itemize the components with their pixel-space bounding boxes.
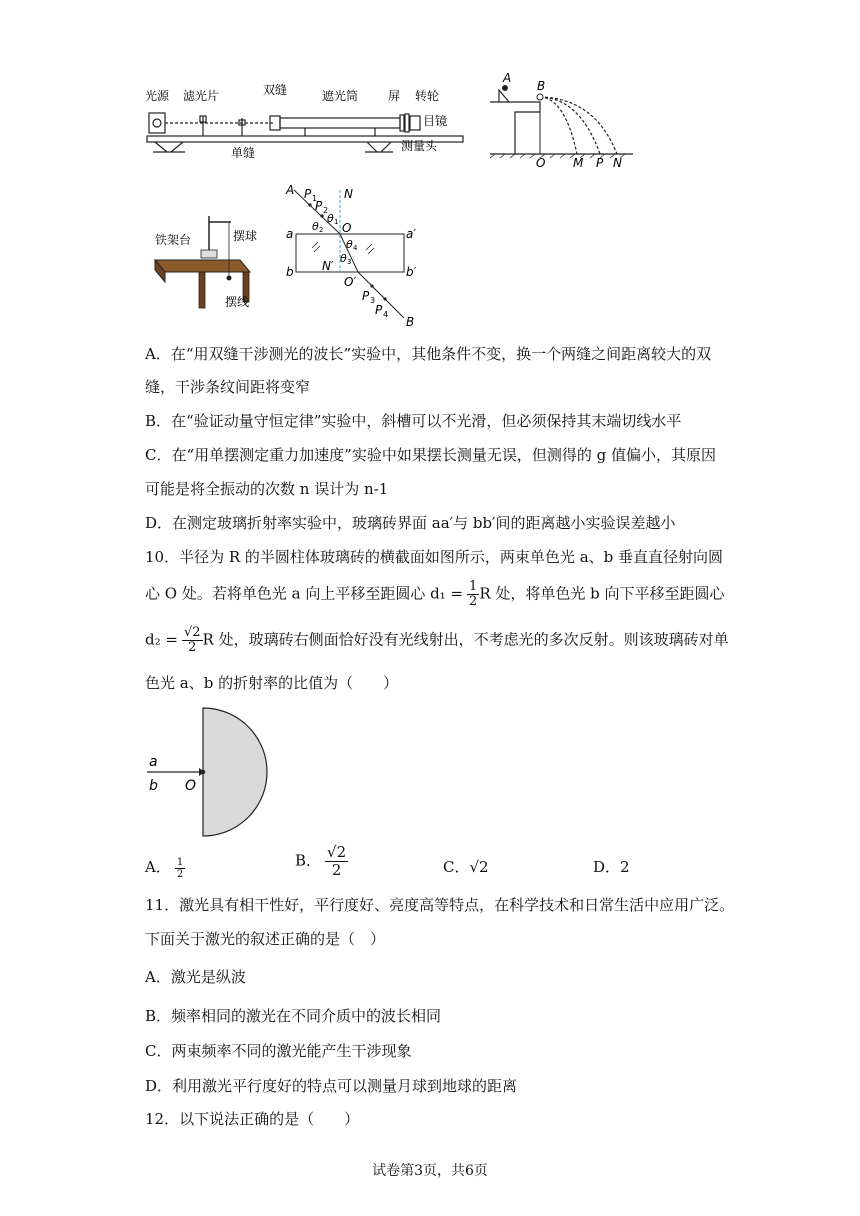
ball-b [537, 94, 543, 100]
label-P4-sub: 4 [383, 310, 389, 319]
label-P: P [596, 156, 604, 170]
q10-d2-fraction [182, 626, 203, 655]
label-ball: 摆球 [233, 229, 257, 243]
eyepiece [410, 116, 420, 130]
label-screen: 屏 [388, 89, 401, 103]
label-P3: P [362, 289, 370, 303]
q10-choice-a-num: 1 [176, 856, 184, 868]
pendulum-ball [227, 276, 232, 281]
label-string: 摆线 [225, 295, 250, 309]
q10-l2-start: 心 O 处。若将单色光 a 向上平移至距圆心 d₁ = [145, 584, 464, 603]
table-top [155, 260, 250, 272]
q9-option-c-line1: C．在“用单摆测定重力加速度”实验中如果摆长测量无误，但测得的 g 值偏小，其原因 [145, 446, 716, 464]
q10-choice-c-value: √2 [469, 858, 489, 876]
q10-d1-fraction [467, 580, 479, 609]
label-A: A [286, 183, 295, 197]
q10-choice-a [145, 856, 185, 880]
q12-stem-line1: 12．以下说法正确的是（ ） [145, 1110, 360, 1128]
label-O-prime: O′ [344, 275, 357, 289]
q10-d1-num: 1 [469, 579, 478, 594]
q10-choice-c [443, 856, 489, 877]
table [490, 102, 540, 154]
label-theta2: θ [312, 220, 319, 233]
bench-foot-right [365, 142, 393, 152]
q10-choices [145, 843, 785, 892]
label-b: b [149, 778, 158, 794]
label-M: M [573, 156, 584, 170]
label-stand: 铁架台 [155, 233, 192, 247]
q9-option-a-line2: 缝，干涉条纹间距将变窄 [145, 378, 311, 396]
ball-a [502, 85, 508, 91]
q10-stem-line2 [145, 580, 725, 609]
label-O: O [185, 778, 197, 794]
q10-choice-b [295, 844, 348, 879]
q10-stem-line1: 10．半径为 R 的半圆柱体玻璃砖的横截面如图所示，两束单色光 a、b 垂直直径射向圆 [145, 548, 724, 566]
stand-base [201, 250, 217, 258]
label-b-prime: b′ [406, 265, 417, 279]
label-N: N [613, 156, 622, 170]
q10-d2-num: √2 [183, 625, 201, 640]
center-point [201, 770, 205, 774]
label-P3-sub: 3 [370, 296, 376, 305]
light-source-box [149, 113, 165, 133]
label-a: a [286, 227, 294, 241]
label-theta1: θ [327, 212, 334, 225]
label-P4: P [375, 303, 383, 317]
q11-option-d: D．利用激光平行度好的特点可以测量月球到地球的距离 [145, 1077, 518, 1095]
label-double-slit: 双缝 [263, 83, 288, 97]
label-theta4-sub: 4 [353, 244, 358, 252]
q10-choice-d [593, 856, 630, 877]
q10-choice-d-value: 2 [620, 858, 630, 876]
label-P1-sub: 1 [312, 194, 318, 203]
q11-option-c: C．两束频率不同的激光能产生干涉现象 [145, 1042, 412, 1060]
label-a-prime: a′ [406, 227, 417, 241]
page-footer: 试卷第3页，共6页 [372, 1163, 488, 1179]
label-light-source: 光源 [145, 89, 170, 103]
q9-option-b: B．在“验证动量守恒定律”实验中，斜槽可以不光滑，但必须保持其末端切线水平 [145, 412, 682, 430]
bulb-icon [153, 119, 161, 127]
q10-choice-c-label: C． [443, 858, 470, 876]
incline [499, 90, 509, 102]
q10-choice-b-label: B． [295, 851, 322, 870]
label-theta1-sub: 1 [334, 218, 339, 226]
q10-stem-line3 [145, 626, 729, 655]
momentum-figure [485, 72, 635, 170]
label-theta3: θ [340, 252, 347, 265]
label-A: A [503, 72, 512, 85]
q10-choice-a-label: A． [145, 858, 171, 876]
label-O: O [536, 156, 546, 170]
label-O: O [342, 221, 352, 235]
label-theta3-sub: 3 [347, 258, 352, 266]
q11-option-a: A．激光是纵波 [145, 968, 246, 986]
label-filter: 滤光片 [183, 89, 220, 103]
refraction-figure [282, 178, 432, 328]
label-eyepiece: 目镜 [423, 114, 448, 128]
q10-l3-end: R 处，玻璃砖右侧面恰好没有光线射出，不考虑光的多次反射。则该玻璃砖对单 [202, 630, 729, 649]
glass-semicircle [203, 708, 267, 836]
q10-d2-den: 2 [188, 640, 197, 655]
q11-stem-line1: 11．激光具有相干性好，平行度好、亮度高等特点，在科学技术和日常生活中应用广泛。 [145, 896, 735, 914]
q10-choice-d-label: D． [593, 858, 621, 876]
label-P2-sub: 2 [323, 206, 329, 215]
label-b: b [286, 265, 294, 279]
label-wheel: 转轮 [415, 89, 440, 103]
q10-d1-den: 2 [469, 594, 478, 609]
label-B: B [537, 79, 546, 93]
label-theta4: θ [346, 238, 353, 251]
label-single-slit: 单缝 [231, 146, 256, 160]
label-B: B [406, 315, 415, 328]
q10-choice-b-den: 2 [331, 861, 342, 879]
label-tube: 遮光筒 [322, 89, 359, 103]
q9-option-a-line1: A．在“用双缝干涉测光的波长”实验中，其他条件不变，换一个两缝之间距离较大的双 [145, 345, 712, 363]
q10-choice-a-den: 2 [176, 868, 184, 880]
label-N-prime: N′ [322, 259, 334, 273]
semicircle-figure [143, 706, 278, 842]
interference-apparatus-figure [145, 80, 465, 160]
label-theta2-sub: 2 [319, 226, 324, 234]
q10-l3-start: d₂ = [145, 630, 178, 649]
q9-option-c-line2: 可能是将全振动的次数 n 误计为 n-1 [145, 480, 389, 498]
label-N: N [344, 187, 353, 201]
light-tube [280, 118, 400, 128]
q11-option-b: B．频率相同的激光在不同介质中的波长相同 [145, 1007, 442, 1025]
label-a: a [149, 754, 158, 770]
label-P2: P [315, 199, 323, 213]
q10-l2-end: R 处，将单色光 b 向下平移至距圆心 [479, 584, 725, 603]
label-P1: P [304, 187, 312, 201]
q11-stem-line2: 下面关于激光的叙述正确的是（ ） [145, 930, 386, 948]
label-measure-head: 测量头 [401, 139, 438, 153]
pendulum-figure [145, 210, 257, 310]
bench-foot-left [153, 142, 185, 152]
q10-choice-b-num: √2 [327, 843, 347, 861]
q10-stem-line4: 色光 a、b 的折射率的比值为（ ） [145, 674, 399, 692]
q9-option-d: D．在测定玻璃折射率实验中，玻璃砖界面 aa′与 bb′间的距离越小实验误差越小 [145, 514, 676, 532]
